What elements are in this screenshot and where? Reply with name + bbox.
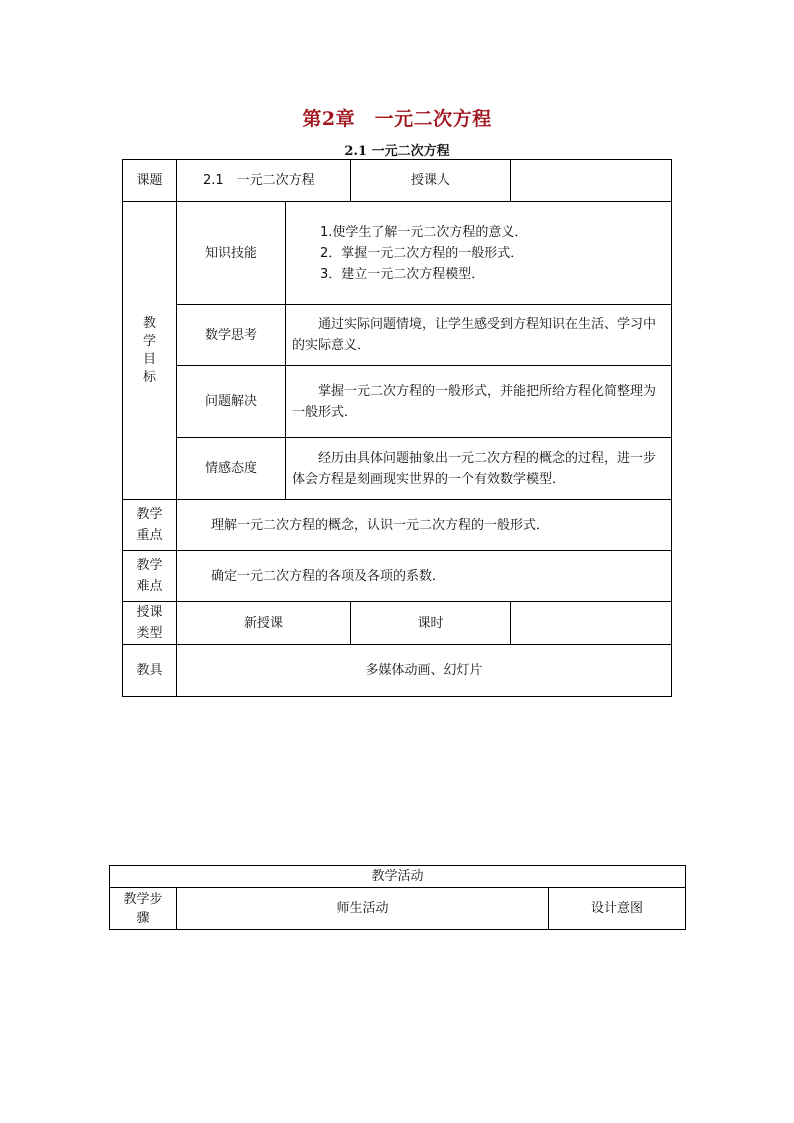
tools-row [123,645,672,697]
difficulties-label-line: 教学 [136,558,163,573]
attitude-text: 经历由具体问题抽象出一元二次方程的概念的过程，进一步体会方程是刻画现实世界的一个有效数学模型． [286,438,672,500]
difficulties-text: 确定一元二次方程的各项及各项的系数． [177,551,672,602]
attitude-label: 情感态度 [177,438,286,500]
key-points-label-line: 重点 [136,528,163,543]
topic-label: 课题 [123,160,177,202]
key-points-row [123,500,672,551]
list-item: 2．掌握一元二次方程的一般形式． [320,245,524,261]
knowledge-row [123,202,672,305]
lesson-type-value: 新授课 [177,602,351,645]
steps-label [110,888,177,930]
key-points-label [123,500,177,551]
list-item: 1.使学生了解一元二次方程的意义． [320,224,528,240]
periods-value [511,602,672,645]
lesson-type-label-line: 类型 [136,626,163,641]
tools-label: 教具 [123,645,177,697]
problem-solving-label: 问题解决 [177,366,286,438]
topic-row [123,160,672,202]
periods-label: 课时 [351,602,511,645]
difficulties-label [123,551,177,602]
knowledge-list [286,202,672,305]
teaching-activity-table [109,865,686,930]
activity-header-row [110,888,686,930]
problem-solving-text: 掌握一元二次方程的一般形式，并能把所给方程化简整理为一般形式． [286,366,672,438]
activity-title: 教学活动 [110,866,686,888]
objectives-label-char: 教 [142,315,156,331]
lesson-type-row [123,602,672,645]
objectives-label-char: 学 [142,333,156,349]
teacher-value [511,160,672,202]
attitude-row [123,438,672,500]
problem-solving-row [123,366,672,438]
activity-title-row [110,866,686,888]
tools-value: 多媒体动画、幻灯片 [177,645,672,697]
difficulties-row [123,551,672,602]
section-title: 2.1 一元二次方程 [344,144,450,159]
key-points-text: 理解一元二次方程的概念，认识一元二次方程的一般形式． [177,500,672,551]
math-thinking-label: 数学思考 [177,305,286,366]
topic-value: 2.1 一元二次方程 [177,160,351,202]
math-thinking-text: 通过实际问题情境，让学生感受到方程知识在生活、学习中的实际意义． [286,305,672,366]
difficulties-label-line: 难点 [136,579,163,594]
lesson-type-label-line: 授课 [136,605,163,620]
objectives-label [123,202,177,500]
lesson-type-label [123,602,177,645]
chapter-title: 第2章 一元二次方程 [302,108,492,130]
list-item: 3．建立一元二次方程模型． [320,266,485,282]
steps-label-line: 骤 [136,910,150,926]
objectives-label-char: 目 [142,351,156,367]
key-points-label-line: 教学 [136,507,163,522]
steps-label-line: 教学步 [123,891,163,907]
math-thinking-row [123,305,672,366]
design-label: 设计意图 [549,888,686,930]
lesson-plan-table [122,159,672,697]
knowledge-label: 知识技能 [177,202,286,305]
activities-label: 师生活动 [177,888,549,930]
teacher-label: 授课人 [351,160,511,202]
objectives-label-char: 标 [142,369,156,385]
